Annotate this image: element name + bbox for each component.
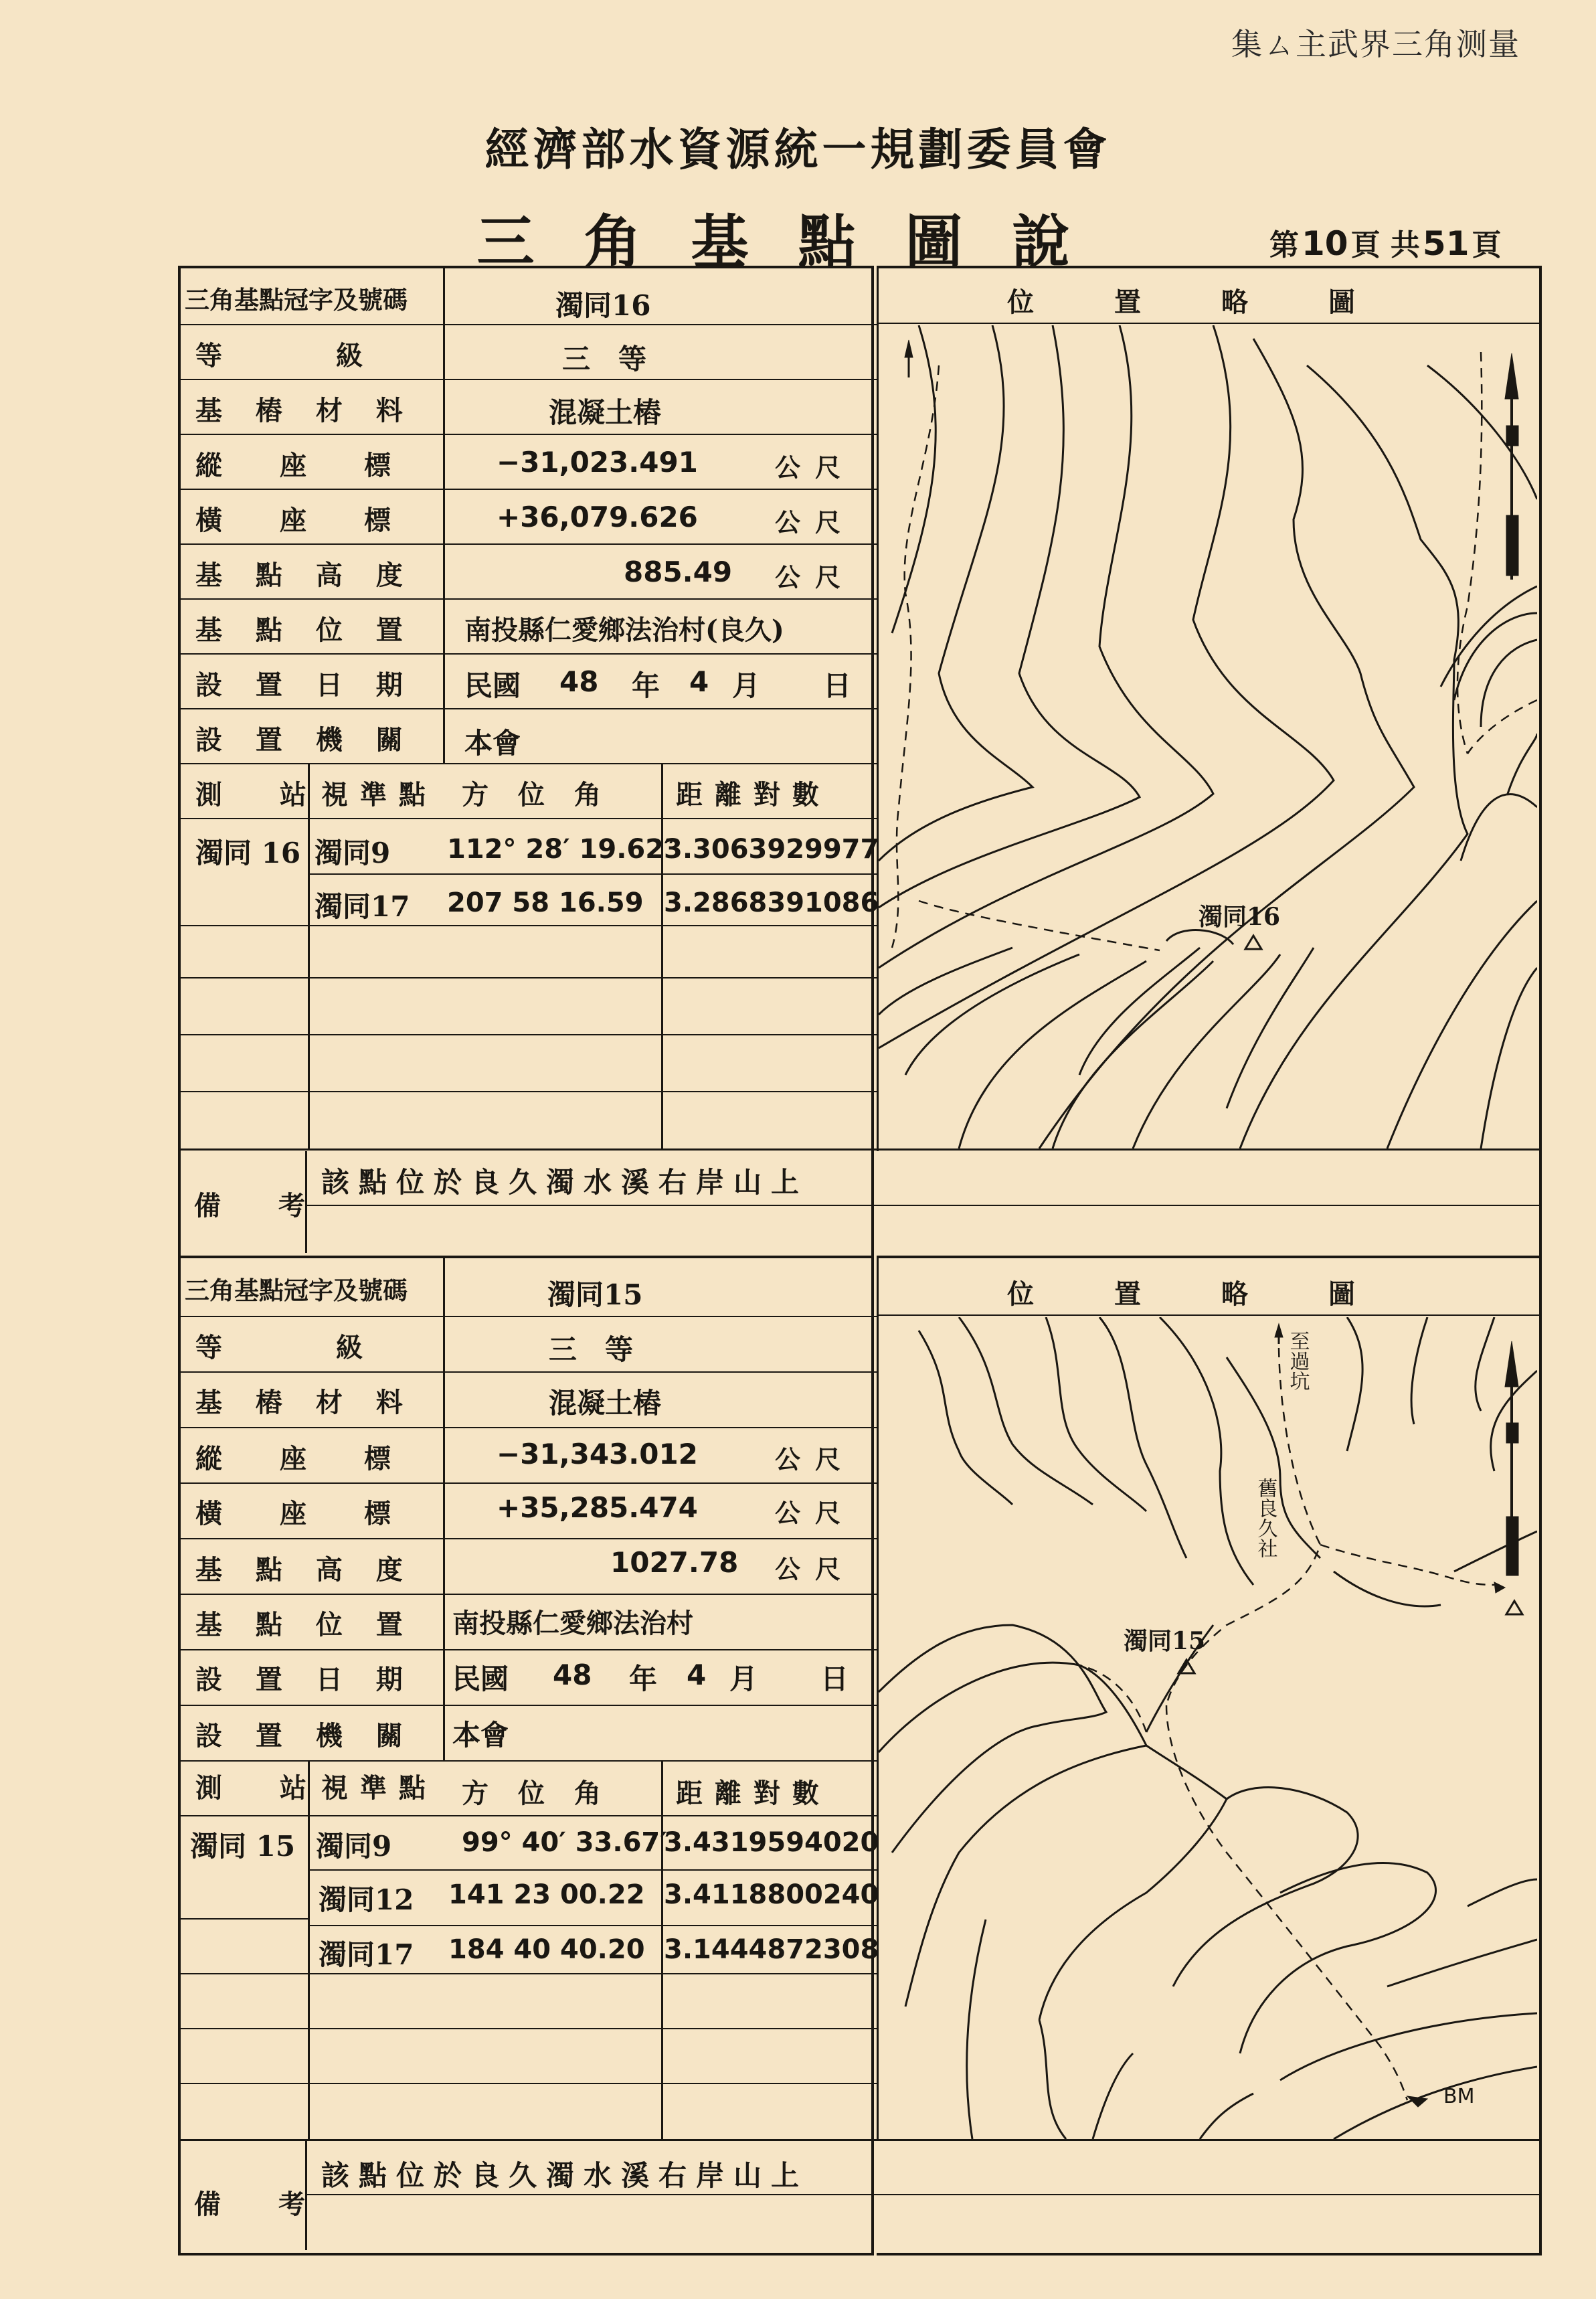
material-value: 混凝土樁 — [549, 396, 662, 429]
map-village-label: 舊良久社 — [1253, 1478, 1277, 1558]
row-line — [181, 324, 877, 325]
label-station: 測 站 — [195, 779, 308, 811]
divider — [443, 1258, 445, 1762]
row-line — [181, 379, 877, 380]
station-name: 濁同16 — [555, 289, 651, 322]
row-line — [181, 543, 877, 545]
label-target: 視 準 點 — [321, 779, 427, 811]
obs-target: 濁同9 — [316, 1830, 392, 1863]
grade-value: 三 等 — [562, 343, 647, 375]
row-line — [181, 1918, 308, 1920]
row-line — [877, 323, 1539, 324]
row-line — [181, 1316, 877, 1317]
row-line — [181, 1371, 877, 1373]
row-line — [181, 434, 877, 435]
row-line — [181, 925, 308, 926]
location-sketch-map-2 — [879, 1317, 1537, 2139]
date-month-unit: 月 — [732, 669, 761, 702]
map-title: 位 置 略 圖 — [1007, 286, 1355, 318]
unit-label: 公尺 — [775, 507, 856, 537]
row-line — [181, 1482, 877, 1484]
grade-value: 三 等 — [549, 1333, 634, 1366]
label-height: 基 點 高 度 — [195, 560, 415, 591]
row-line — [305, 2194, 1539, 2195]
obs-logdist: 3.4118800240 — [664, 1879, 879, 1910]
page-mid: 頁 共 — [1350, 228, 1420, 262]
row-line — [181, 2028, 877, 2029]
location-value: 南投縣仁愛鄉法治村(良久) — [464, 614, 784, 646]
north-value: −31,343.012 — [497, 1438, 698, 1470]
unit-label: 公尺 — [775, 562, 856, 592]
date-year-unit: 年 — [629, 1663, 658, 1695]
row-line — [181, 763, 877, 764]
label-material: 基 樁 材 料 — [195, 395, 415, 426]
obs-target: 濁同12 — [319, 1883, 414, 1916]
label-name-code: 三角基點冠字及號碼 — [185, 285, 408, 315]
height-value: 1027.78 — [610, 1546, 739, 1579]
map-station-label: 濁同16 — [1199, 903, 1281, 931]
obs-azimuth: 141 23 00.22 — [448, 1879, 645, 1910]
row-line — [181, 2083, 877, 2084]
map-title: 位 置 略 圖 — [1007, 1278, 1355, 1310]
obs-logdist: 3.1444872308 — [664, 1934, 879, 1965]
map-benchmark-label: BM — [1443, 2085, 1475, 2108]
row-line — [181, 653, 877, 655]
unit-label: 公尺 — [775, 452, 856, 483]
row-line — [178, 1148, 1539, 1151]
row-line — [181, 1427, 877, 1428]
map-station-label: 濁同15 — [1124, 1627, 1206, 1655]
date-month-unit: 月 — [729, 1663, 758, 1695]
location-value: 南投縣仁愛鄉法治村 — [452, 1608, 693, 1639]
page-suffix: 頁 — [1472, 228, 1502, 262]
obs-logdist: 3.3063929977 — [664, 834, 879, 865]
date-year: 48 — [553, 1658, 592, 1691]
unit-label: 公尺 — [775, 1498, 856, 1528]
row-line — [181, 1034, 877, 1035]
row-line — [181, 1091, 877, 1092]
organization-heading: 經濟部水資源統一規劃委員會 — [484, 123, 1112, 175]
agency-value: 本會 — [464, 727, 521, 760]
label-location: 基 點 位 置 — [195, 614, 415, 646]
unit-label: 公尺 — [775, 1554, 856, 1584]
label-north: 縱 座 標 — [195, 1443, 392, 1474]
date-year: 48 — [559, 665, 599, 698]
row-line — [181, 708, 877, 709]
east-value: +36,079.626 — [497, 501, 698, 533]
row-line — [181, 1705, 877, 1706]
obs-station: 濁同 15 — [190, 1830, 296, 1863]
label-name-code: 三角基點冠字及號碼 — [185, 1276, 408, 1305]
material-value: 混凝土樁 — [549, 1387, 662, 1420]
row-line — [181, 1649, 877, 1650]
remarks-value: 該點位於良久濁水溪右岸山上 — [321, 1166, 809, 1199]
row-line — [181, 489, 877, 490]
label-east: 橫 座 標 — [195, 1498, 392, 1529]
row-line — [308, 1869, 877, 1871]
obs-logdist: 3.4319594020 — [664, 1827, 879, 1858]
label-station: 測 站 — [195, 1772, 308, 1804]
remarks-value: 該點位於良久濁水溪右岸山上 — [321, 2159, 809, 2192]
row-line — [308, 1925, 877, 1926]
row-line — [181, 977, 877, 978]
label-location: 基 點 位 置 — [195, 1609, 415, 1640]
row-line — [305, 1205, 1539, 1206]
label-azimuth: 方 位 角 — [462, 1778, 602, 1809]
label-target: 視 準 點 — [321, 1772, 427, 1804]
date-month: 4 — [687, 1658, 707, 1691]
north-value: −31,023.491 — [497, 446, 698, 479]
obs-azimuth: 99° 40′ 33.67″ — [462, 1827, 673, 1858]
row-line — [181, 1538, 877, 1539]
page-number — [1268, 221, 1503, 264]
obs-target: 濁同17 — [315, 890, 410, 923]
row-line — [181, 818, 877, 819]
east-value: +35,285.474 — [497, 1491, 698, 1524]
row-line — [181, 1973, 877, 1974]
obs-target: 濁同9 — [315, 837, 391, 869]
label-grade: 等 級 — [195, 340, 364, 371]
obs-azimuth: 112° 28′ 19.62″ — [447, 834, 676, 865]
corner-handwritten-note: 集ㄙ主武界三角测量 — [1231, 26, 1520, 62]
date-day-unit: 日 — [820, 1663, 849, 1695]
label-logdist: 距 離 對 數 — [676, 1778, 820, 1809]
height-value: 885.49 — [624, 556, 733, 588]
row-line — [181, 1815, 877, 1816]
row-line — [181, 598, 877, 600]
obs-target: 濁同17 — [319, 1938, 414, 1971]
unit-label: 公尺 — [775, 1444, 856, 1474]
row-line — [877, 1314, 1539, 1316]
label-agency: 設 置 機 關 — [195, 724, 415, 756]
label-date: 設 置 日 期 — [195, 1664, 415, 1695]
date-prefix: 民國 — [464, 669, 521, 702]
label-azimuth: 方 位 角 — [462, 779, 602, 811]
agency-value: 本會 — [452, 1719, 509, 1752]
row-line — [308, 925, 877, 926]
label-date: 設 置 日 期 — [195, 669, 415, 701]
page-total: 51 — [1422, 224, 1470, 263]
label-material: 基 樁 材 料 — [195, 1387, 415, 1418]
label-grade: 等 級 — [195, 1332, 364, 1363]
date-month: 4 — [689, 665, 709, 698]
page-title: 三角基點圖說 — [476, 208, 1120, 276]
map-road-label: 至過坑 — [1285, 1331, 1310, 1391]
obs-logdist: 3.2868391086 — [664, 887, 879, 918]
divider — [443, 268, 445, 763]
obs-azimuth: 207 58 16.59 — [447, 887, 644, 918]
obs-station: 濁同 16 — [195, 837, 301, 869]
label-remarks: 備 考 — [194, 2189, 306, 2220]
label-height: 基 點 高 度 — [195, 1554, 415, 1586]
label-remarks: 備 考 — [194, 1190, 306, 1221]
obs-azimuth: 184 40 40.20 — [448, 1934, 645, 1965]
date-year-unit: 年 — [632, 669, 660, 702]
row-line — [178, 2139, 1539, 2141]
label-north: 縱 座 標 — [195, 450, 392, 481]
row-line — [181, 1760, 877, 1762]
location-sketch-map-1 — [879, 325, 1537, 1148]
station-name: 濁同15 — [547, 1278, 643, 1311]
label-east: 橫 座 標 — [195, 505, 392, 536]
date-day-unit: 日 — [823, 669, 852, 702]
label-logdist: 距 離 對 數 — [676, 779, 820, 811]
label-agency: 設 置 機 關 — [195, 1720, 415, 1752]
page-prefix: 第 — [1269, 228, 1299, 262]
date-prefix: 民國 — [452, 1663, 509, 1695]
row-line — [308, 873, 877, 875]
row-line — [181, 1594, 877, 1595]
page-current: 10 — [1302, 224, 1348, 263]
